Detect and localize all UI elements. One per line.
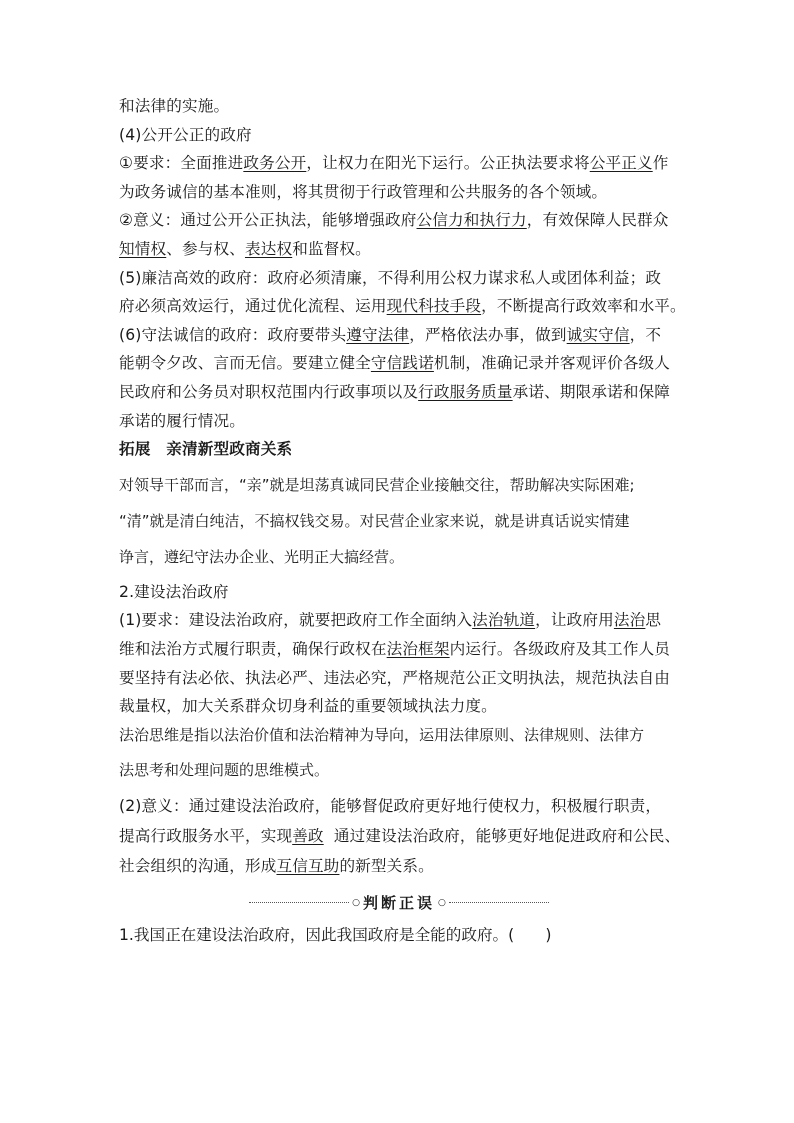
extension-heading: 拓展 亲清新型政商关系 [119,440,293,459]
dotted-rule [449,902,549,903]
extension-line: “清”就是清白纯洁，不搞权钱交易。对民营企业家来说，就是讲真话说实情建 [119,511,630,530]
dotted-rule [249,902,349,903]
key-term: 现代科技手段 [386,297,482,316]
circle-icon: ○ [438,897,446,908]
text-line: 要坚持有法必依、执法必严、违法必究，严格规范公正文明执法，规范执法自由 [119,668,671,687]
key-term: 法治框架 [386,639,450,658]
key-term: 法治轨道 [472,611,536,630]
text-line: (1)要求：建设法治政府，就要把政府工作全面纳入法治轨道，让政府用法治思 [119,611,662,630]
text-line: ②意义：通过公开公正执法，能够增强政府公信力和执行力，有效保障人民群众 [119,211,669,230]
extension-line: 法思考和处理问题的思维模式。 [119,760,330,779]
document-body [119,92,686,949]
text-line: 能朝令夕改、言而无信。要建立健全守信践诺机制，准确记录并客观评价各级人 [119,354,671,373]
text-line: (2)意义：通过建设法治政府，能够督促政府更好地行使权力，积极履行职责， [119,796,662,815]
text-line: ①要求：全面推进政务公开，让权力在阳光下运行。公正执法要求将公平正义作 [119,154,669,173]
extension-line: 法治思维是指以法治价值和法治精神为导向，运用法律原则、法律规则、法律方 [119,725,645,744]
text-line: 知情权、参与权、表达权和监督权。 [119,239,371,258]
key-term: 表达权 [244,239,293,258]
text-line: (5)廉洁高效的政府：政府必须清廉，不得利用公权力谋求私人或团体利益；政 [119,268,662,287]
text-line: 维和法治方式履行职责，确保行政权在法治框架内运行。各级政府及其工作人员 [119,639,671,658]
text-line: 府必须高效运行，通过优化流程、运用现代科技手段，不断提高行政效率和水平。 [119,297,686,316]
key-term: 守信践诺 [370,354,434,373]
text-line: 和法律的实施。 [119,97,230,115]
judge-question: 1.我国正在建设法治政府，因此我国政府是全能的政府。( ) [119,925,552,944]
key-term: 法治 [613,611,646,630]
text-line: (6)守法诚信的政府：政府要带头遵守法律，严格依法办事，做到诚实守信，不 [119,325,662,344]
judge-divider [119,889,679,917]
text-line: 社会组织的沟通，形成互信互助的新型关系。 [119,856,434,875]
text-line: 民政府和公务员对职权范围内行政事项以及行政服务质量承诺、期限承诺和保障 [119,382,671,401]
key-term: 遵守法律 [346,325,410,344]
key-term: 知情权 [119,239,167,258]
key-term: 诚实守信 [566,325,630,344]
key-term: 公平正义 [589,154,653,173]
extension-line: 对领导干部而言，“亲”就是坦荡真诚同民营企业接触交往，帮助解决实际困难; [119,475,635,494]
text-line: 提高行政服务水平，实现善政 通过建设法治政府，能够更好地促进政府和公民、 [119,826,681,845]
text-line: 承诺的履行情况。 [119,411,245,430]
key-term: 政务公开 [243,154,307,173]
judge-title: 判断正误 [362,894,435,913]
key-term: 善政 [292,826,324,845]
extension-line: 诤言，遵纪守法办企业、光明正大搞经营。 [119,547,405,566]
key-term: 互信互助 [276,856,340,875]
text-line: 为政务诚信的基本准则，将其贯彻于行政管理和公共服务的各个领域。 [119,182,608,201]
key-term: 行政服务质量 [418,382,513,401]
circle-icon: ○ [352,897,360,908]
text-line: 裁量权，加大关系群众切身利益的重要领域执法力度。 [119,697,497,716]
section-heading: 2.建设法治政府 [119,582,229,601]
key-term: 公信力和执行力 [416,211,527,230]
subsection-heading: (4)公开公正的政府 [119,125,252,144]
